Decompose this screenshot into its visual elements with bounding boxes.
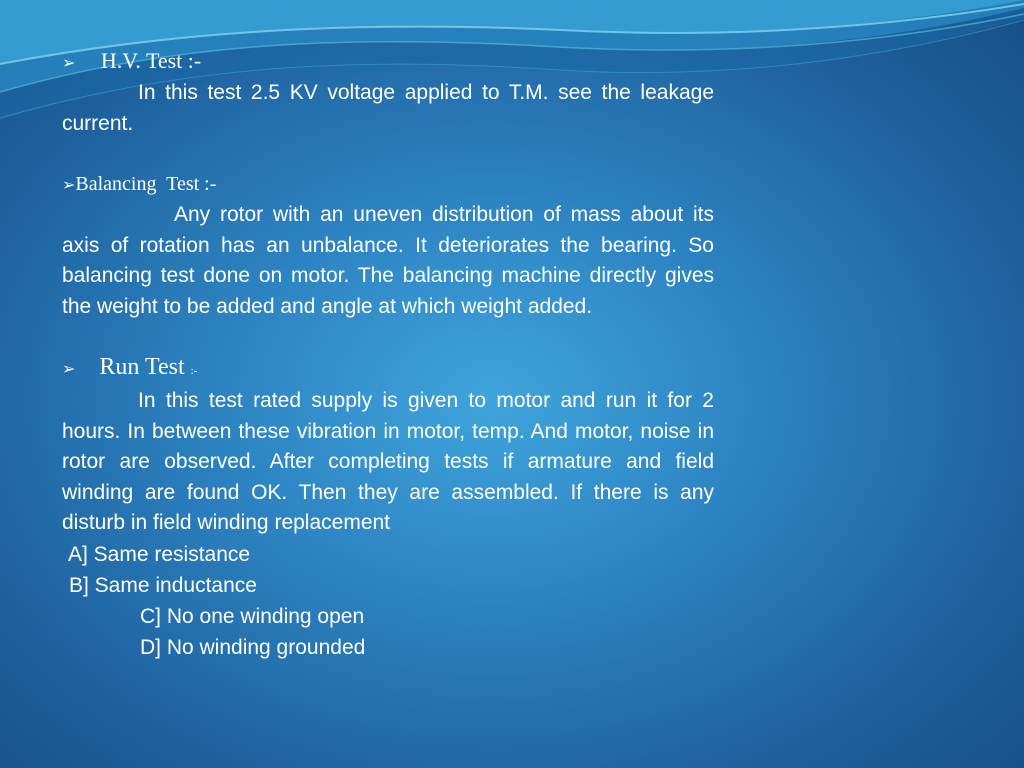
balancing-test-title: Balancing Test :-: [75, 173, 217, 195]
list-item: B] Same inductance: [69, 573, 257, 597]
balancing-test-heading: [62, 169, 714, 200]
hv-bullet-arrow-icon: ➢: [62, 53, 76, 72]
hv-test-body: In this test 2.5 KV voltage applied to T.M. see the leakage current.: [62, 81, 714, 135]
spacer: [62, 139, 714, 169]
balancing-test-body: Any rotor with an uneven distribution of mass about its axis of rotation has an unbalance. It deteriorates the bearing. So balancing test done on motor. The balancing machine directly gives the weight to be added and angle at which weight added.: [62, 203, 714, 318]
slide-content: [62, 46, 714, 663]
run-test-heading: [62, 352, 714, 386]
list-item: A] Same resistance: [68, 542, 251, 566]
list-item: C] No one winding open: [140, 604, 365, 628]
hv-test-title: H.V. Test :-: [100, 48, 202, 73]
run-bullet-arrow-icon: ➢: [62, 359, 76, 378]
run-test-title: Run Test: [99, 354, 185, 380]
hv-test-heading: [62, 46, 714, 78]
balancing-bullet-arrow-icon: ➢: [62, 175, 76, 194]
spacer: [62, 322, 714, 352]
run-test-body: In this test rated supply is given to motor and run it for 2 hours. In between these vibration in motor, temp. And motor, noise in rotor are observed. After completing tests if armature and field winding are found OK. Then they are assembled. If there is any disturb in field winding replacement: [62, 389, 714, 534]
list-item: D] No winding grounded: [140, 635, 366, 659]
run-test-title-suffix: :-: [190, 365, 198, 377]
